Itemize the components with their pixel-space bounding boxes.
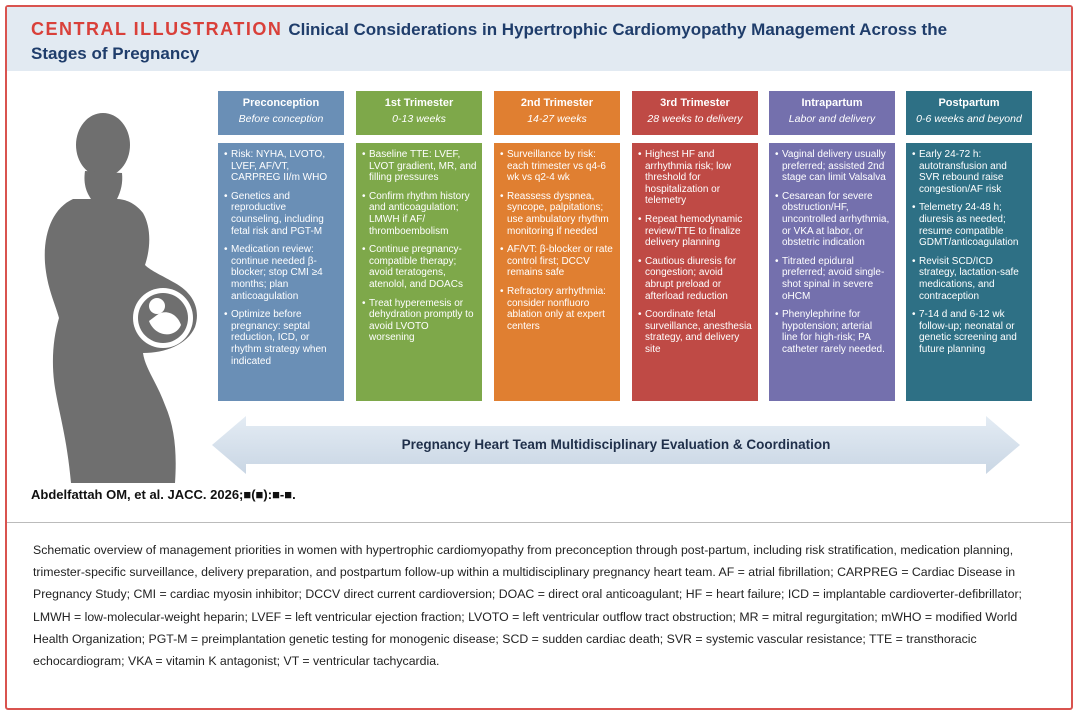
stage-body xyxy=(218,143,344,401)
figure-panel xyxy=(7,71,1071,521)
stage-column-3rd-trimester xyxy=(632,91,758,411)
stage-item: • Repeat hemodynamic review/TTE to finalize delivery planning xyxy=(638,214,753,249)
heart-team-double-arrow xyxy=(212,416,1020,474)
pregnant-woman-silhouette-icon xyxy=(25,113,205,483)
stage-body xyxy=(494,143,620,401)
stage-item: • Titrated epidural preferred; avoid single-shot spinal in severe oHCM xyxy=(775,256,890,302)
stage-body xyxy=(906,143,1032,401)
arrow-label: Pregnancy Heart Team Multidisciplinary Evaluation & Coordination xyxy=(401,437,831,452)
stage-body xyxy=(769,143,895,401)
stage-item: • Genetics and reproductive counseling, including fetal risk and PGT-M xyxy=(224,191,339,237)
stage-column-postpartum xyxy=(906,91,1032,411)
stage-body xyxy=(632,143,758,401)
figure-caption: Schematic overview of management priorities in women with hypertrophic cardiomyopathy from preconception through post-partum, including risk stratification, medication planning, trimester-specific surveillance, delivery preparation, and postpartum follow-up within a multidisciplinary pregnancy heart team. AF = atrial fibrillation; CARPREG = Cardiac Disease in Pregnancy Study; CMI = cardiac myosin inhibitor; DCCV direct current cardioversion; DOAC = direct oral anticoagulant; HF = heart failure; ICD = implantable cardioverter-defibrillator; LMWH = low-molecular-weight heparin; LVEF = left ventricular ejection fraction; LVOTO = left ventricular outflow tract obstruction; MR = mitral regurgitation; mWHO = modified World Health Organization; PGT-M = preimplantation genetic testing for monogenic disease; SCD = sudden cardiac death; SVR = systemic vascular resistance; TTE = transthoracic echocardiogram; VKA = vitamin K antagonist; VT = ventricular tachycardia. xyxy=(33,543,1022,669)
stage-item: • Reassess dyspnea, syncope, palpitations; use ambulatory rhythm monitoring if needed xyxy=(500,191,615,237)
stage-column-intrapartum xyxy=(769,91,895,411)
stage-item: • Treat hyperemesis or dehydration promptly to avoid LVOTO worsening xyxy=(362,298,477,344)
stage-header xyxy=(632,91,758,135)
stage-item: • Baseline TTE: LVEF, LVOT gradient, MR, and filling pressures xyxy=(362,149,477,184)
stage-item: • Optimize before pregnancy: septal reduction, ICD, or rhythm strategy when indicated xyxy=(224,309,339,367)
stage-item: • Cesarean for severe obstruction/HF, uncontrolled arrhythmia, or VKA at labor, or obstetric indication xyxy=(775,191,890,249)
stage-item: • Early 24-72 h: autotransfusion and SVR rebound raise congestion/AF risk xyxy=(912,149,1027,195)
header-title-line-2: Stages of Pregnancy xyxy=(31,44,200,63)
stage-header xyxy=(218,91,344,135)
stage-subtitle: 28 weeks to delivery xyxy=(647,113,743,125)
stage-subtitle: Before conception xyxy=(238,113,324,125)
stage-item: • Risk: NYHA, LVOTO, LVEF, AF/VT, CARPREG II/m WHO xyxy=(224,149,339,184)
stage-header xyxy=(769,91,895,135)
stage-item: • Surveillance by risk: each trimester vs q4-6 wk vs q2-4 wk xyxy=(500,149,615,184)
stage-header xyxy=(906,91,1032,135)
stage-column-2nd-trimester xyxy=(494,91,620,411)
stage-subtitle: 14-27 weeks xyxy=(527,113,587,125)
stage-subtitle: 0-6 weeks and beyond xyxy=(916,113,1022,125)
stage-body xyxy=(356,143,482,401)
stage-title: Intrapartum xyxy=(801,97,863,109)
stage-subtitle: 0-13 weeks xyxy=(392,113,446,125)
stage-item: • Coordinate fetal surveillance, anesthesia strategy, and delivery site xyxy=(638,309,753,355)
stage-item: • Phenylephrine for hypotension; arterial line for high-risk; PA catheter rarely needed. xyxy=(775,309,890,355)
stage-item: • Confirm rhythm history and anticoagulation; LMWH if AF/ thromboembolism xyxy=(362,191,477,237)
stage-item: • Cautious diuresis for congestion; avoid abrupt preload or afterload reduction xyxy=(638,256,753,302)
stage-item: • Highest HF and arrhythmia risk; low threshold for hospitalization or telemetry xyxy=(638,149,753,207)
stage-item: • Telemetry 24-48 h; diuresis as needed; resume compatible GDMT/anticoagulation xyxy=(912,202,1027,248)
stage-header xyxy=(356,91,482,135)
stage-subtitle: Labor and delivery xyxy=(788,113,876,125)
stage-column-1st-trimester xyxy=(356,91,482,411)
stage-item: • Revisit SCD/ICD strategy, lactation-safe medications, and contraception xyxy=(912,256,1027,302)
illustration-header xyxy=(7,7,1071,71)
stage-column-preconception xyxy=(218,91,344,411)
stage-title: Postpartum xyxy=(938,97,1000,109)
stage-item: • 7-14 d and 6-12 wk follow-up; neonatal or genetic screening and future planning xyxy=(912,309,1027,355)
stage-title: 3rd Trimester xyxy=(660,97,730,109)
stage-title: 1st Trimester xyxy=(384,97,454,109)
stage-item: • Vaginal delivery usually preferred; assisted 2nd stage can limit Valsalva xyxy=(775,149,890,184)
illustration-frame xyxy=(5,5,1073,710)
stage-header xyxy=(494,91,620,135)
stage-item: • Refractory arrhythmia: consider nonfluoro ablation only at expert centers xyxy=(500,286,615,332)
stage-item: • Medication review: continue needed β-blocker; stop CMI ≥4 months; plan anticoagulation xyxy=(224,244,339,302)
citation: Abdelfattah OM, et al. JACC. 2026;■(■):■-■. xyxy=(31,487,296,502)
section-divider xyxy=(7,522,1071,523)
stage-title: Preconception xyxy=(242,97,320,109)
header-line-1 xyxy=(31,17,1055,42)
stage-title: 2nd Trimester xyxy=(520,97,594,109)
stage-item: • Continue pregnancy-compatible therapy; avoid teratogens, atenolol, and DOACs xyxy=(362,244,477,290)
central-illustration-label: CENTRAL ILLUSTRATION xyxy=(31,19,283,39)
stage-item: • AF/VT: β-blocker or rate control first; DCCV remains safe xyxy=(500,244,615,279)
header-title-line-1: Clinical Considerations in Hypertrophic Cardiomyopathy Management Across the xyxy=(288,20,948,39)
